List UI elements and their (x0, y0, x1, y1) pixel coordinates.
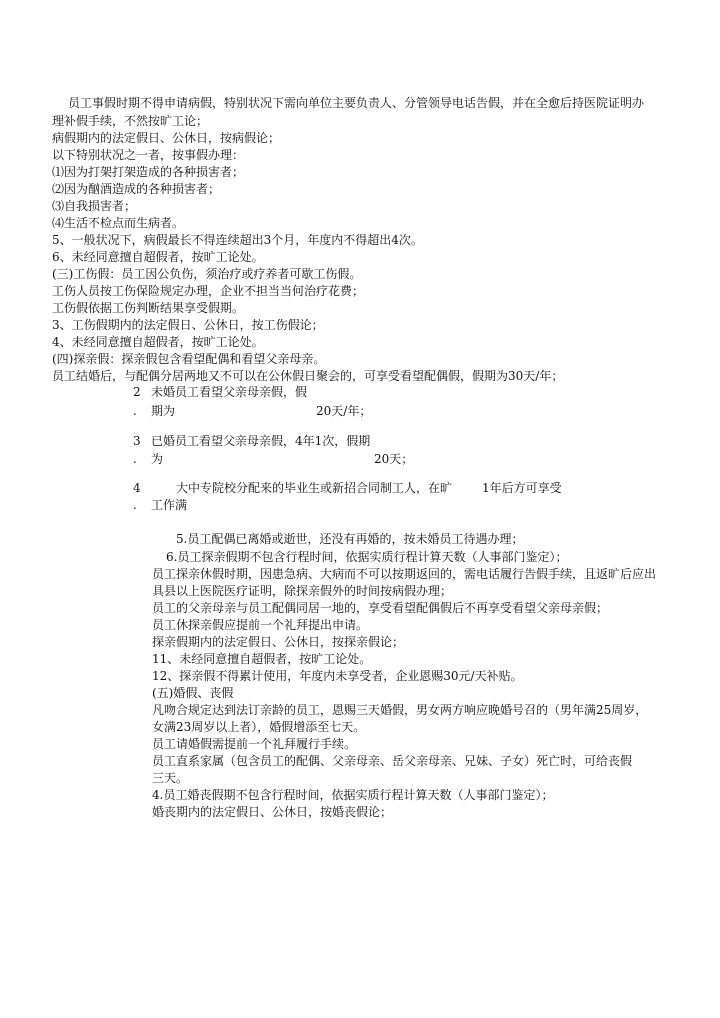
item-dot: . (133, 452, 137, 466)
text-line: 11、未经同意擅自超假者，按旷工论处。 (152, 652, 372, 666)
text-line: 病假期内的法定假日、公休日，按病假论； (52, 131, 281, 145)
text-line: 员工直系家属（包含员工的配偶、父亲母亲、岳父亲母亲、兄妹、子女）死亡时，可给丧假 (152, 754, 633, 768)
text-line: (五)婚假、丧假 (152, 686, 234, 700)
text-line: 为 (151, 452, 164, 466)
text-line: 未婚员工看望父亲母亲假，假 (151, 385, 308, 399)
text-line: 凡吻合规定达到法订亲龄的员工，恩赐三天婚假，男女两方响应晚婚号召的（男年满25周岁， (152, 703, 648, 717)
text-line: 12、探亲假不得累计使用，年度内未享受者，企业恩赐30元/天补贴。 (152, 669, 523, 683)
text-line: 三天。 (152, 771, 189, 785)
text-line: 4.员工婚丧假期不包含行程时间，依据实质行程计算天数（人事部门鉴定）； (152, 788, 554, 802)
text-line: 20天/年； (316, 404, 372, 418)
item-dot: . (133, 404, 137, 418)
text-line: 探亲假期内的法定假日、公休日，按探亲假论； (152, 635, 405, 649)
text-line: 员工请婚假需提前一个礼拜履行手续。 (152, 737, 357, 751)
text-line: 5、一般状况下，病假最长不得连续超出3个月，年度内不得超出4次。 (52, 233, 423, 247)
text-line: 理补假手续，不然按旷工论； (52, 114, 209, 128)
text-line: 已婚员工看望父亲母亲假，4年1次，假期 (151, 434, 371, 448)
text-line: 4、未经同意擅自超假者，按旷工论处。 (52, 335, 264, 349)
text-line: 工作满 (151, 498, 188, 512)
text-line: 1年后方可享受 (482, 481, 562, 495)
text-line: 6、未经同意擅自超假者，按旷工论处。 (52, 250, 264, 264)
text-line: 5.员工配偶已离婚或逝世，还没有再婚的，按未婚员工待遇办理； (176, 532, 524, 546)
item-dot: . (133, 498, 137, 512)
text-line: 工伤人员按工伤保险规定办理，企业不担当当何治疗花费； (52, 284, 365, 298)
text-line: ⑶自我损害者； (52, 199, 137, 213)
text-line: (三)工伤假：员工因公负伤，须治疗或疗养者可歇工伤假。 (52, 267, 362, 281)
text-line: 以下特别状况之一者，按事假办理： (52, 148, 245, 162)
text-line: 员工探亲休假时期，因患急病、大病而不可以按期返回的，需电话履行告假手续，且返旷后应出 (152, 567, 657, 581)
item-number: 3 (133, 434, 141, 448)
text-line: 20天； (374, 452, 414, 466)
text-line: 期为 (151, 404, 176, 418)
text-line: 员工结婚后，与配偶分居两地又不可以在公休假日聚会的，可享受看望配偶假，假期为30天/年； (52, 369, 564, 383)
text-line: 员工休探亲假应提前一个礼拜提出申请。 (152, 618, 369, 632)
text-line: ⑷生活不检点而生病者。 (52, 216, 185, 230)
text-line: 工伤假依据工伤判断结果享受假期。 (52, 301, 245, 315)
text-line: 具县以上医院医疗证明，除探亲假外的时间按病假办理； (152, 584, 453, 598)
text-line: 员工的父亲母亲与员工配偶同居一地的，享受看望配偶假后不再享受看望父亲母亲假； (152, 601, 609, 615)
item-number: 2 (133, 385, 141, 399)
text-line: 3、工伤假期内的法定假日、公休日，按工伤假论； (52, 318, 324, 332)
text-line: 女满23周岁以上者），婚假增添至七天。 (152, 720, 366, 734)
text-line: ⑵因为酗酒造成的各种损害者； (52, 182, 221, 196)
text-line: 6.员工探亲假期不包含行程时间，依据实质行程计算天数（人事部门鉴定）； (166, 550, 568, 564)
text-line: (四)探亲假：探亲假包含看望配偶和看望父亲母亲。 (52, 352, 326, 366)
text-line: 员工事假时期不得申请病假，特别状况下需向单位主要负责人、分管领导电话告假，并在全愈后持医院证明办 (68, 96, 645, 110)
text-line: ⑴因为打架打架造成的各种损害者； (52, 165, 245, 179)
text-line: 大中专院校分配来的毕业生或新招合同制工人，在旷 (176, 481, 453, 495)
item-number: 4 (133, 481, 141, 495)
text-line: 婚丧期内的法定假日、公休日，按婚丧假论； (152, 805, 393, 819)
